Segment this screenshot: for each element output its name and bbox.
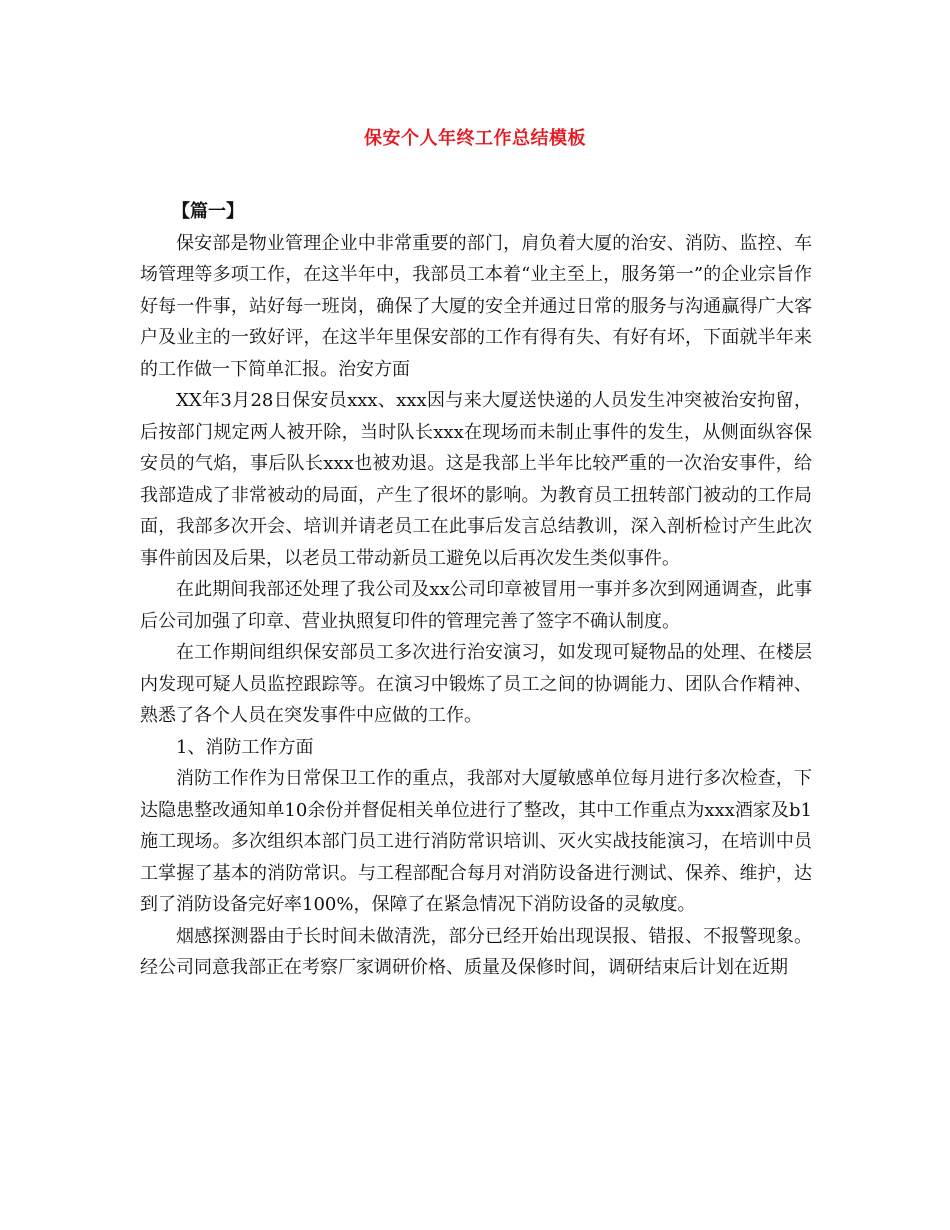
paragraph-intro: 保安部是物业管理企业中非常重要的部门，肩负着大厦的治安、消防、监控、车场管理等多项工作，在这半年中，我部员工本着“业主至上，服务第一”的企业宗旨作好每一件事，站好每一班岗，确保了大厦的安全并通过日常的服务与沟通赢得广大客户及业主的一致好评，在这半年里保安部的工作有得有失、有好有坏，下面就半年来的工作做一下简单汇报。治安方面: [140, 232, 812, 380]
paragraph-smoke-detector: 烟感探测器由于长时间未做清洗，部分已经开始出现误报、错报、不报警现象。经公司同意我部正在考察厂家调研价格、质量及保修时间，调研结束后计划在近期: [140, 925, 812, 978]
paragraph-incident: XX年3月28日保安员xxx、xxx因与来大厦送快递的人员发生冲突被治安拘留，后按部门规定两人被开除，当时队长xxx在现场而未制止事件的发生，从侧面纵容保安员的气焰，事后队长xxx也被劝退。这是我部上半年比较严重的一次治安事件，给我部造成了非常被动的局面，产生了很坏的影响。为教育员工扭转部门被动的工作局面，我部多次开会、培训并请老员工在此事后发言总结教训，深入剖析检讨产生此次事件前因及后果，以老员工带动新员工避免以后再次发生类似事件。: [140, 390, 812, 569]
document-body: [140, 196, 812, 984]
document-title: 保安个人年终工作总结模板: [364, 128, 586, 149]
paragraph-drill: 在工作期间组织保安部员工多次进行治安演习，如发现可疑物品的处理、在楼层内发现可疑人员监控跟踪等。在演习中锻炼了员工之间的协调能力、团队合作精神、熟悉了各个人员在突发事件中应做的工作。: [140, 642, 812, 726]
paragraph-seal: 在此期间我部还处理了我公司及xx公司印章被冒用一事并多次到网通调查，此事后公司加强了印章、营业执照复印件的管理完善了签字不确认制度。: [140, 579, 812, 632]
paragraph-fire: 消防工作作为日常保卫工作的重点，我部对大厦敏感单位每月进行多次检查，下达隐患整改通知单10余份并督促相关单位进行了整改，其中工作重点为xxx酒家及b1施工现场。多次组织本部门员工进行消防常识培训、灭火实战技能演习，在培训中员工掌握了基本的消防常识。与工程部配合每月对消防设备进行测试、保养、维护，达到了消防设备完好率100%，保障了在紧急情况下消防设备的灵敏度。: [140, 768, 812, 915]
section-label: 【篇一】: [172, 201, 244, 222]
subheading-fire: 1、消防工作方面: [176, 736, 314, 758]
